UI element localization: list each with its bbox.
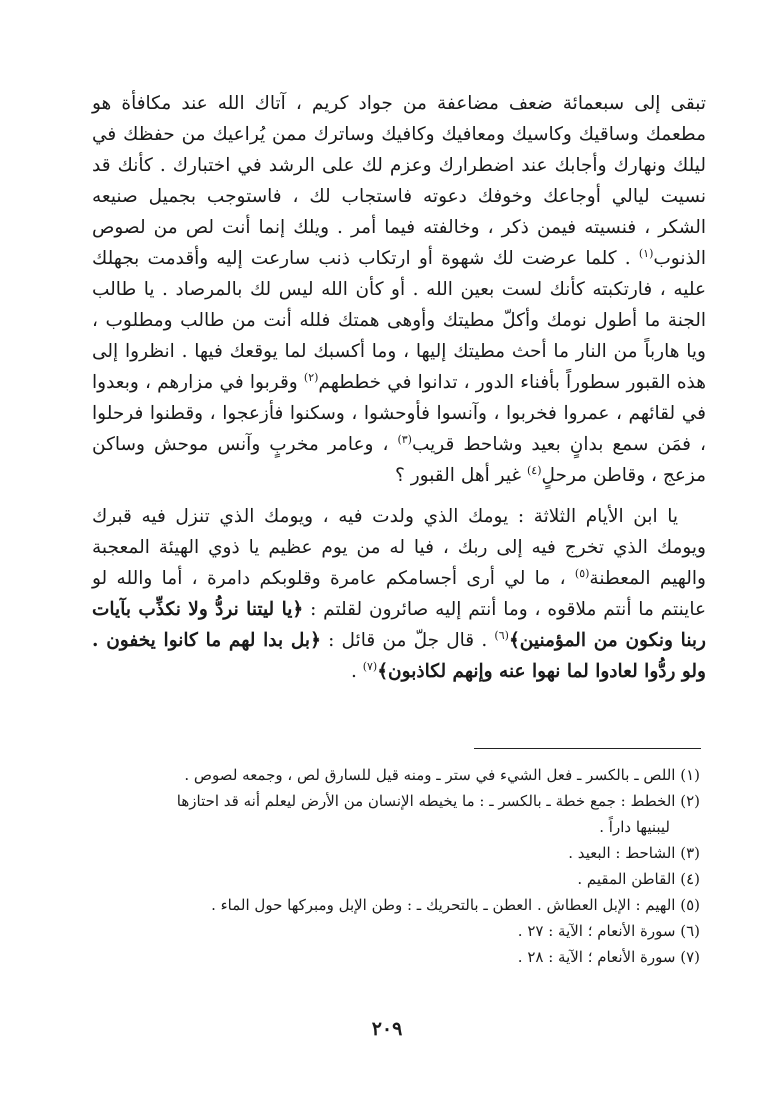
footnote-2: [92, 788, 706, 840]
text-line: مطيتك إليها ، وما أكسبك لما يوقعك فيها . انظروا إلى هذه القبور سطوراً بأفناء: [92, 341, 706, 393]
paragraph-2: [92, 501, 706, 687]
footnote-6: (٦) سورة الأنعام ؛ الآية : ٢٧ .: [517, 922, 700, 940]
text-fragment: ، ما لي أرى أجسامكم عامرة وقلوبكم دامرة ، أما والله لو عاينتم ما أنتم: [92, 568, 707, 620]
text-line: أوجاعك وخوفك دعوته فاستجاب لك ، فاستوجب بجميل صنيعه الشكر ، فنسيته: [92, 186, 706, 238]
footnote-5: (٥) الهيم : الإبل العطاش . العطن ـ بالتحريك ـ : وطن الإبل ومبركها حول الماء .: [211, 896, 700, 914]
footnote-ref-5: (٥): [574, 566, 590, 580]
footnote-ref-2: (٢): [303, 370, 319, 384]
text-line: فخربوا ، وآنسوا فأوحشوا ، وسكنوا فأزعجوا ، وقطنوا فرحلوا ، فمَن سمع بدانٍ بعيد: [92, 403, 706, 455]
footnote-4: (٤) القاطن المقيم .: [577, 870, 700, 888]
footnote-1: (١) اللص ـ بالكسر ـ فعل الشيء في ستر ـ ومنه قيل للسارق لص ، وجمعه لصوص .: [184, 766, 700, 784]
text-fragment: . قال جلّ من قائل :: [320, 630, 495, 651]
footnote-2-text: (٢) الخطط : جمع خطة ـ بالكسر ـ : ما يخيطه الإنسان من الأرض ليعلم أنه قد احتازها: [176, 792, 700, 810]
text-fragment: . كلما: [585, 248, 639, 269]
footnote-2-continuation: ليبنيها داراً .: [599, 818, 670, 836]
text-line: تبقى إلى سبعمائة ضعف مضاعفة من جواد كريم ، آتاك الله عند مكافأة هو مطعمك: [92, 93, 706, 145]
footnote-divider: [474, 748, 701, 749]
footnote-7: (٧) سورة الأنعام ؛ الآية : ٢٨ .: [517, 948, 700, 966]
text-fragment: ، وعامر مخربٍ وآنس موحش وساكن مزعج ، وقاطن مرحلٍ: [92, 434, 706, 486]
text-line: مطيتك وأوهى همتك فلله أنت من طالب ومطلوب ، ويا هارباً من النار ما أحث: [92, 310, 706, 362]
text-line: فيمن ذكر ، وخالفته فيما أمر . ويلك إنما أنت لص من لصوص الذنوب: [92, 217, 706, 269]
footnote-ref-1: (١): [638, 246, 654, 260]
footnote-ref-3: (٣): [397, 432, 412, 446]
page-number: ٢٠٩: [371, 1018, 403, 1040]
text-fragment: المعطنة: [589, 568, 651, 589]
text-line: الدور ، تدانوا في خططهم: [318, 372, 515, 393]
footnotes: [92, 762, 706, 970]
footnote-ref-7: (٧): [362, 659, 378, 673]
text-fragment: .: [350, 661, 363, 682]
footnote-3: (٣) الشاحط : البعيد .: [568, 844, 700, 862]
text-fragment: غير: [495, 465, 527, 486]
text-line: ويومك الذي تخرج فيه إلى ربك ، فيا له من يوم عظيم يا ذوي الهيئة المعجبة والهيم: [92, 537, 706, 589]
footnote-ref-4: (٤): [526, 463, 542, 477]
paragraph-1: [92, 88, 706, 491]
text-fragment: وقربوا في مزارهم ، وبعدوا في لقائهم ، عمروا: [92, 372, 706, 424]
footnote-ref-6: (٦): [494, 628, 509, 642]
main-text: [92, 88, 706, 687]
text-line: وساقيك وكاسيك ومعافيك وكافيك وساترك ممن يُراعيك من حفظك في ليلك ونهارك: [92, 124, 706, 176]
text-line: لست بعين الله . أو كأن الله ليس لك بالمرصاد . يا طالب الجنة ما أطول نومك وأكلّ: [92, 279, 706, 331]
quran-verse-1: ﴿يا ليتنا نردُّ ولا نكذِّب بآيات ربنا ونكون من المؤمنين﴾: [92, 599, 706, 651]
text-line: وأجابك عند اضطرارك وعزم لك على الرشد في اختبارك . كأنك قد نسيت ليالي: [92, 155, 706, 207]
text-line: أهل القبور ؟: [395, 465, 490, 486]
quran-verse-2: ﴿بل بدا لهم ما كانوا يخفون . ولو ردُّوا لعادوا لما نهوا عنه وإنهم لكاذبون﴾: [92, 630, 706, 682]
text-line: عرضت لك شهوة أو ارتكاب ذنب سارعت إليه وأقدمت بجهلك عليه ، فارتكبته كأنك: [92, 248, 706, 300]
text-fragment: وشاحط قريب: [411, 434, 523, 455]
text-line: يا ابن الأيام الثلاثة : يومك الذي ولدت فيه ، ويومك الذي تنزل فيه قبرك: [92, 506, 678, 527]
text-fragment: ملاقوه ، وما أنتم إليه صائرون لقلتم :: [303, 599, 597, 620]
